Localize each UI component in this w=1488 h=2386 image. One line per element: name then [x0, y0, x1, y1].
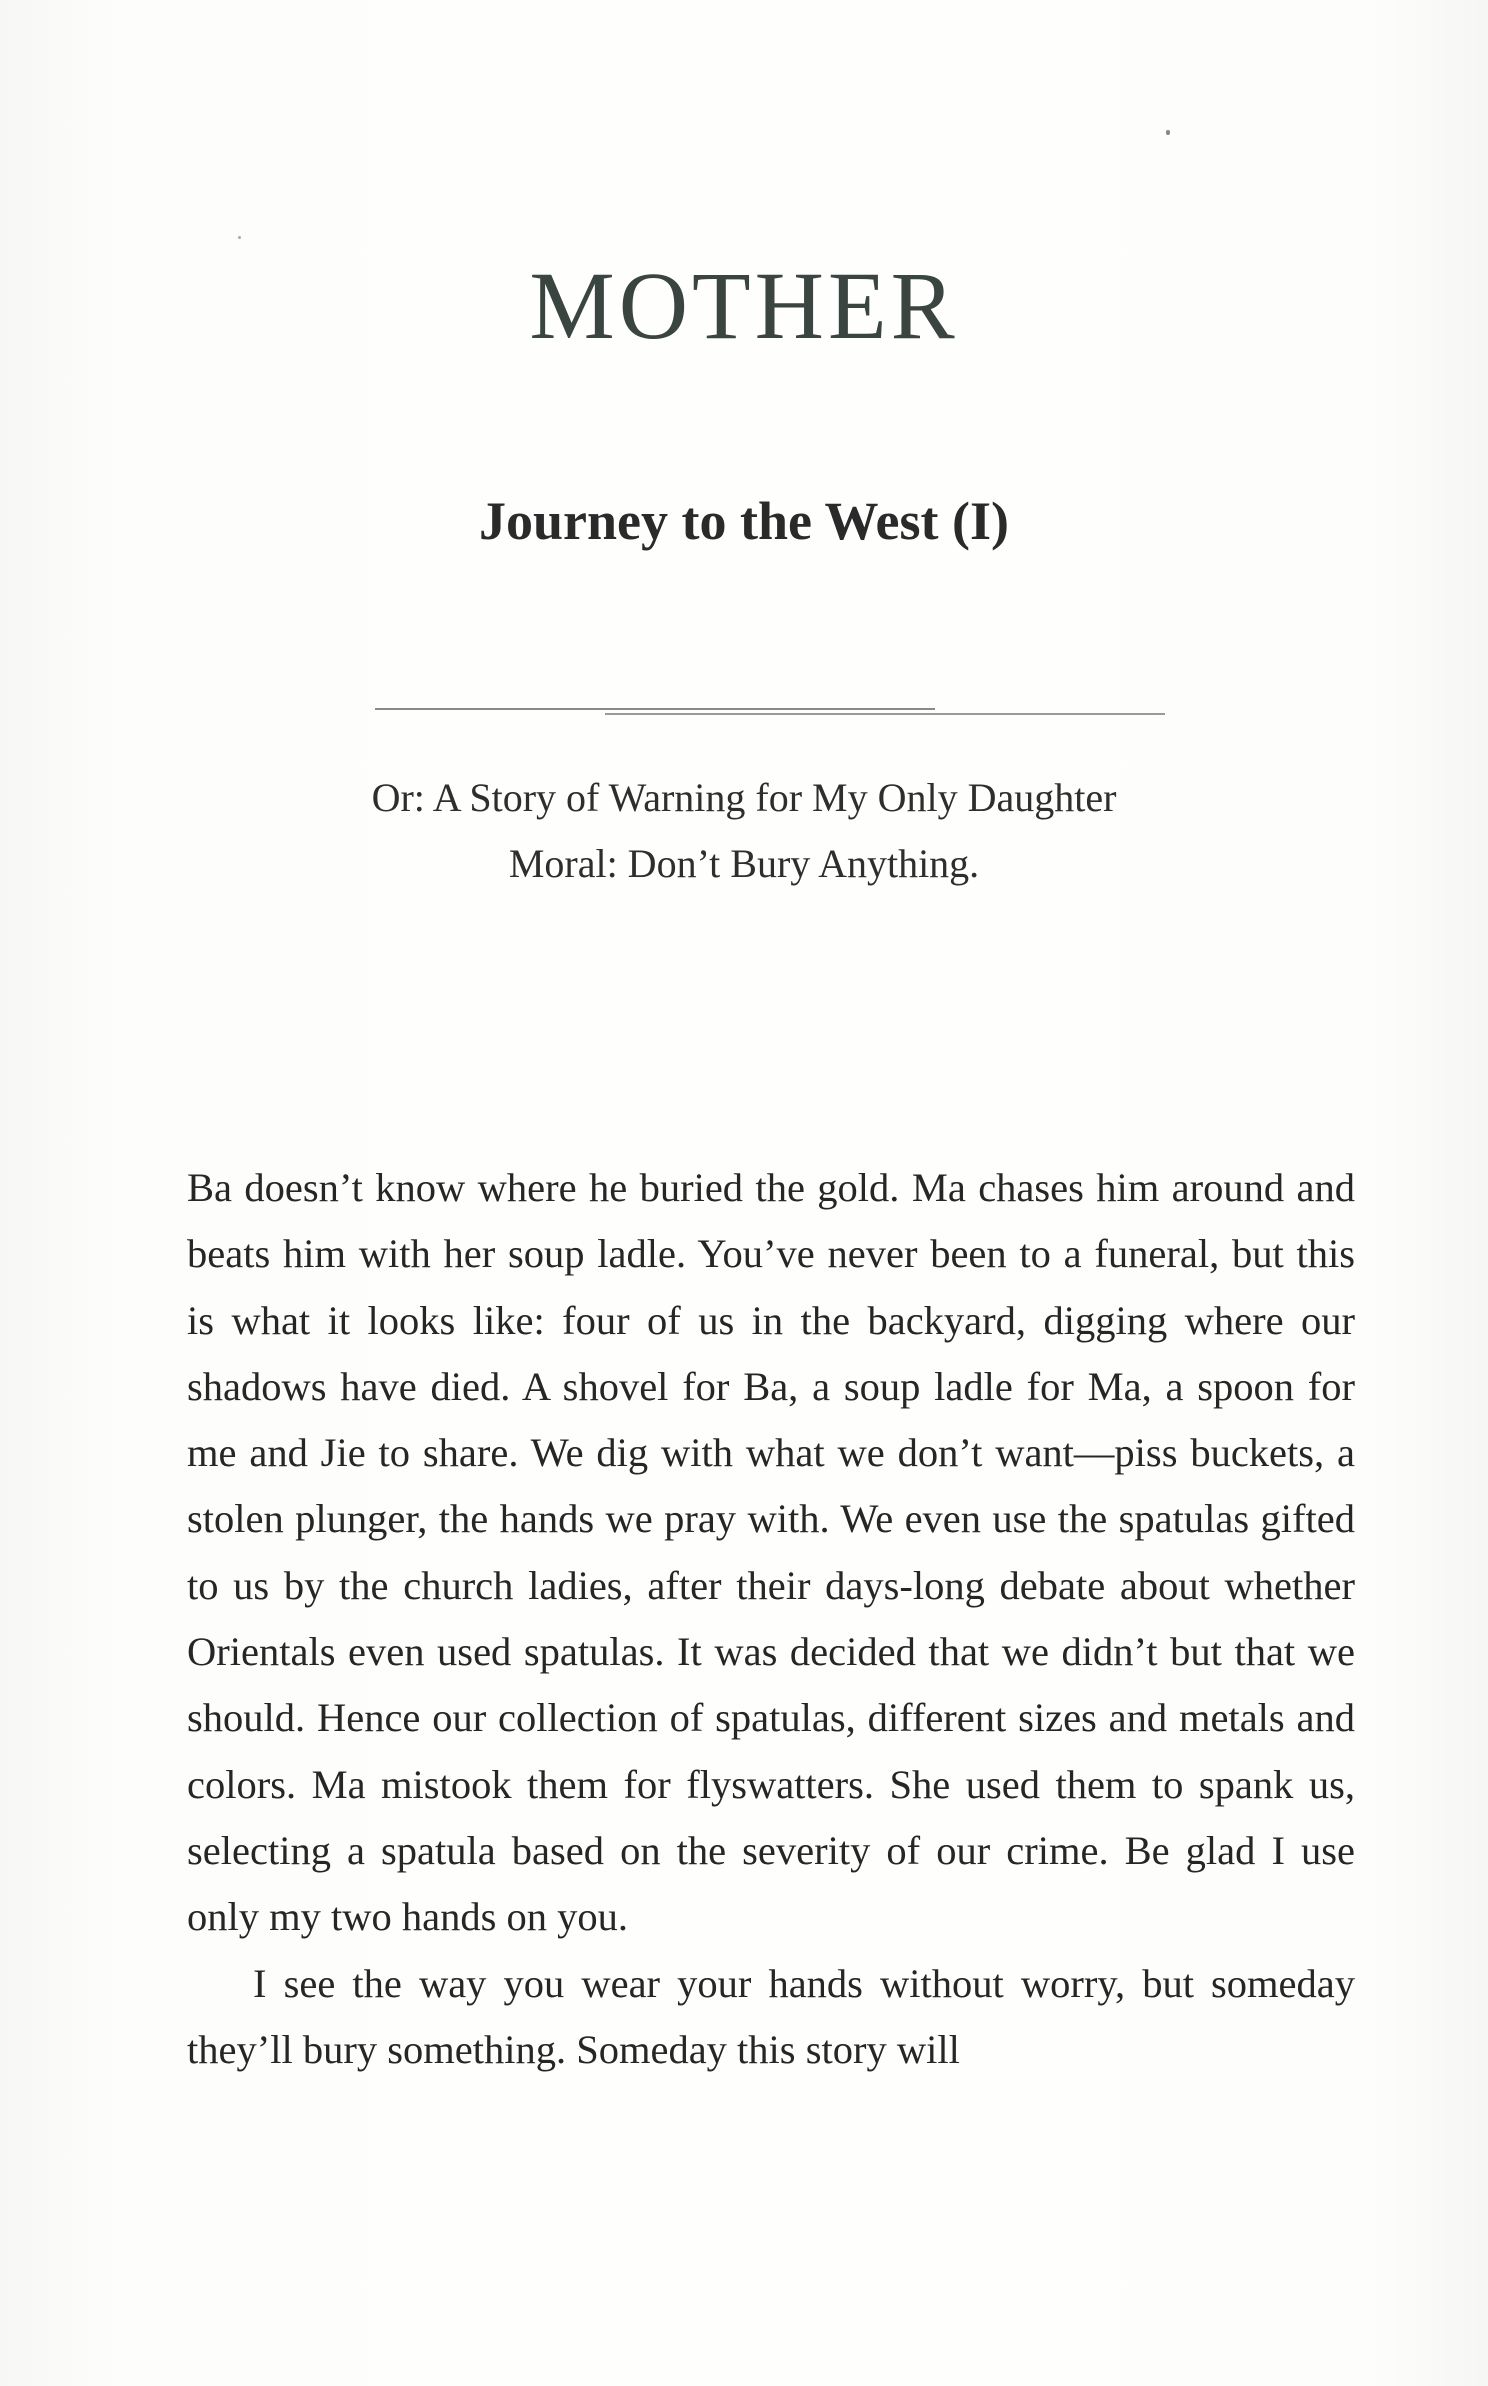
print-speck: [1166, 130, 1170, 135]
decorative-rule: [375, 708, 1165, 716]
paragraph: Ba doesn’t know where he buried the gold. Ma chases him around and beats him with her soup ladle. You’ve never been to a funeral, but this is what it looks like: four of us in the backyard, digging where our shadows have died. A shovel for Ba, a soup ladle for Ma, a spoon for me and Jie to share. We dig with what we don’t want—piss buckets, a stolen plunger, the hands we pray with. We even use the spatulas gifted to us by the church ladies, after their days-long debate about whether Orientals even used spatulas. It was decided that we didn’t but that we should. Hence our collection of spatulas, different sizes and metals and colors. Ma mistook them for flyswatters. She used them to spank us, selecting a spatula based on the severity of our crime. Be glad I use only my two hands on you.: [187, 1165, 1355, 1940]
epigraph-moral: Moral: Don’t Bury Anything.: [508, 841, 980, 886]
epigraph-line: Or: A Story of Warning for My Only Daughter: [371, 775, 1117, 820]
epigraph: [0, 765, 1488, 897]
print-speck: [238, 236, 241, 239]
part-title: MOTHER: [529, 252, 959, 359]
paragraph: I see the way you wear your hands without worry, but someday they’ll bury something. Someday this story will: [187, 1960, 1355, 2072]
body-text: [187, 1155, 1355, 2083]
chapter-title: Journey to the West (I): [479, 491, 1009, 551]
